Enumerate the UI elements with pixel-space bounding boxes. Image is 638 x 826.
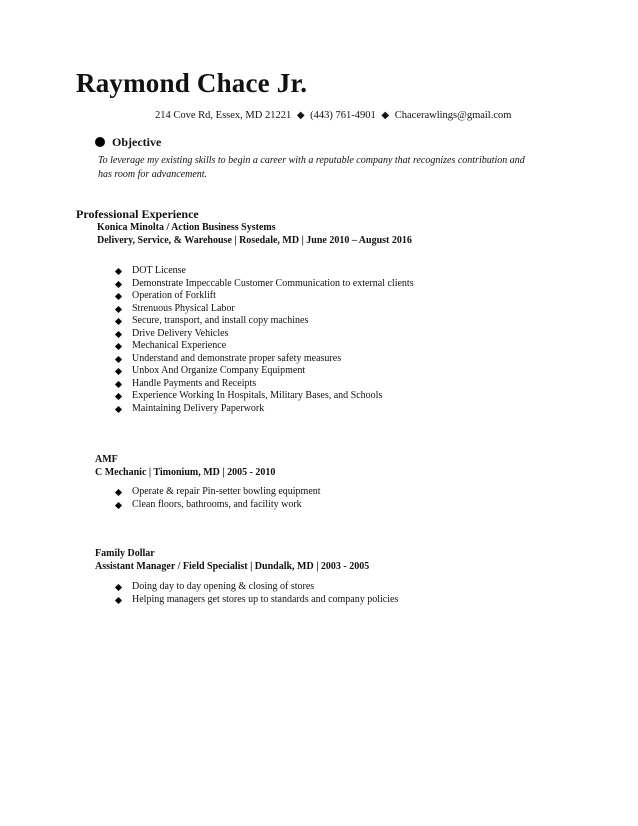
- bullet-item: [114, 303, 414, 316]
- diamond-separator-icon: ◆: [296, 110, 305, 121]
- bullet-text: Understand and demonstrate proper safety measures: [132, 352, 342, 364]
- bullet-text: Helping managers get stores up to standards and company policies: [132, 593, 399, 605]
- bullet-item: [114, 486, 321, 499]
- job-company: Family Dollar: [95, 548, 155, 559]
- bullet-item: [114, 278, 414, 291]
- email: Chacerawlings@gmail.com: [394, 110, 512, 121]
- diamond-bullet-icon: [115, 293, 122, 300]
- address: 214 Cove Rd, Essex, MD 21221: [155, 110, 292, 121]
- diamond-bullet-icon: [115, 368, 122, 375]
- diamond-bullet-icon: [115, 355, 122, 362]
- contact-line: [155, 110, 511, 121]
- diamond-bullet-icon: [115, 501, 122, 508]
- job-details: C Mechanic | Timonium, MD | 2005 - 2010: [95, 467, 276, 478]
- diamond-bullet-icon: [115, 343, 122, 350]
- bullet-item: [114, 499, 321, 512]
- bullet-text: Doing day to day opening & closing of stores: [132, 581, 315, 592]
- diamond-bullet-icon: [115, 596, 122, 603]
- bullet-item: [114, 290, 414, 303]
- job-details: Assistant Manager / Field Specialist | Dundalk, MD | 2003 - 2005: [95, 561, 370, 572]
- bullet-item: [114, 328, 414, 341]
- bullet-item: [114, 403, 414, 416]
- job-bullet-list: [114, 581, 398, 606]
- bullet-text: Mechanical Experience: [132, 340, 227, 351]
- job-bullet-list: [114, 265, 414, 415]
- bullet-text: Operation of Forklift: [132, 290, 216, 301]
- bullet-item: [114, 378, 414, 391]
- bullet-item: [114, 365, 414, 378]
- bullet-text: Unbox And Organize Company Equipment: [132, 365, 306, 376]
- bullet-text: Drive Delivery Vehicles: [132, 327, 229, 339]
- job-company: Konica Minolta / Action Business Systems: [97, 222, 276, 233]
- resume-name: Raymond Chace Jr.: [76, 68, 308, 98]
- diamond-bullet-icon: [115, 330, 122, 337]
- diamond-bullet-icon: [115, 489, 122, 496]
- bullet-text: Strenuous Physical Labor: [132, 302, 235, 314]
- diamond-bullet-icon: [115, 584, 122, 591]
- bullet-text: DOT License: [132, 265, 186, 276]
- bullet-text: Clean floors, bathrooms, and facility work: [132, 498, 302, 510]
- bullet-text: Maintaining Delivery Paperwork: [132, 402, 265, 414]
- bullet-item: [114, 265, 414, 278]
- bullet-item: [114, 340, 414, 353]
- objective-title: Objective: [112, 135, 162, 149]
- bullet-text: Demonstrate Impeccable Customer Communication to external clients: [132, 277, 414, 289]
- diamond-bullet-icon: [115, 305, 122, 312]
- diamond-bullet-icon: [115, 393, 122, 400]
- job-details: Delivery, Service, & Warehouse | Rosedale, MD | June 2010 – August 2016: [97, 235, 412, 246]
- diamond-bullet-icon: [115, 405, 122, 412]
- bullet-text: Secure, transport, and install copy machines: [132, 315, 309, 326]
- diamond-bullet-icon: [115, 268, 122, 275]
- job-company: AMF: [95, 454, 118, 465]
- diamond-bullet-icon: [115, 280, 122, 287]
- experience-section-title: Professional Experience: [76, 207, 199, 221]
- bullet-item: [114, 594, 398, 607]
- diamond-separator-icon: ◆: [381, 110, 390, 121]
- bullet-item: [114, 315, 414, 328]
- phone: (443) 761-4901: [310, 110, 376, 121]
- bullet-dot-icon: [95, 137, 105, 147]
- bullet-item: [114, 390, 414, 403]
- bullet-item: [114, 581, 398, 594]
- bullet-text: Handle Payments and Receipts: [132, 377, 257, 389]
- objective-text: To leverage my existing skills to begin a career with a reputable company that recognizes contribution and has room for advancement.: [98, 155, 525, 180]
- job-bullet-list: [114, 486, 321, 511]
- diamond-bullet-icon: [115, 318, 122, 325]
- diamond-bullet-icon: [115, 380, 122, 387]
- bullet-text: Operate & repair Pin-setter bowling equipment: [132, 486, 321, 497]
- bullet-text: Experience Working In Hospitals, Military Bases, and Schools: [132, 390, 383, 401]
- bullet-item: [114, 353, 414, 366]
